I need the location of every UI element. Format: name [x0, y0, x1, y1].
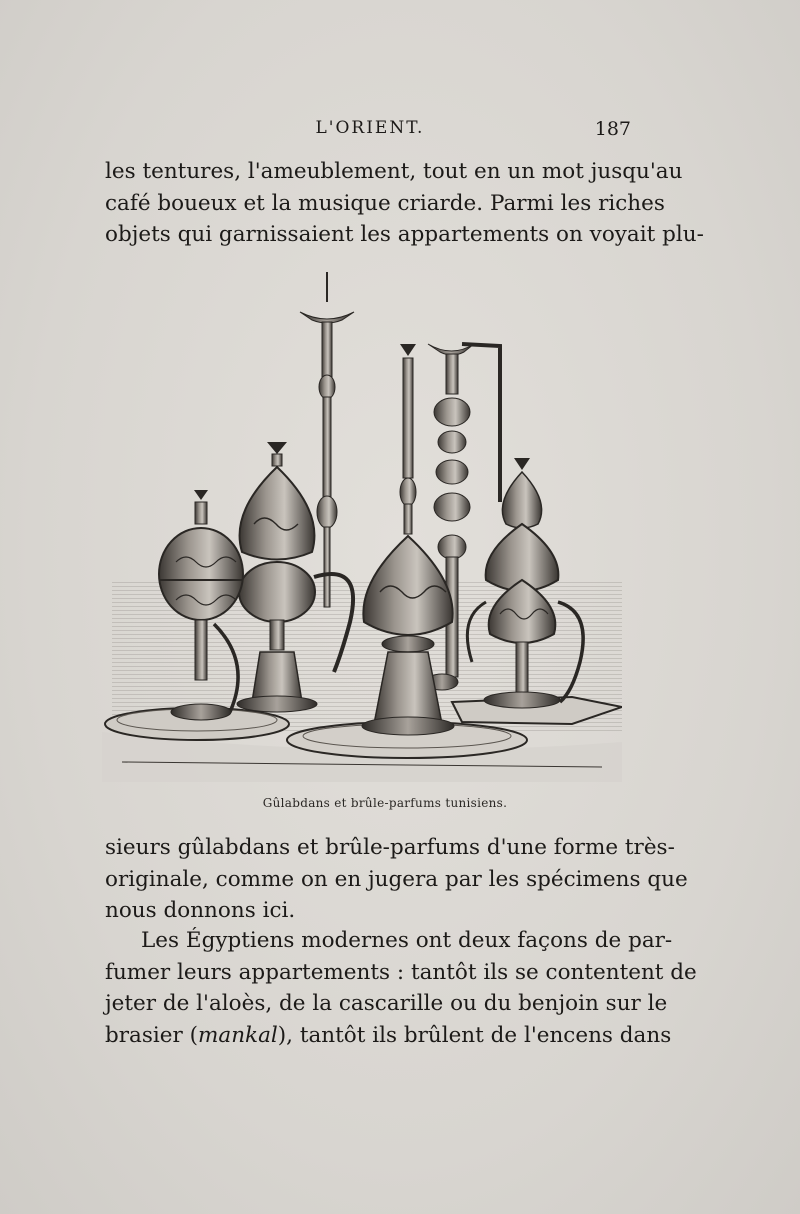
page-number: 187 — [594, 118, 631, 140]
figure-caption: Gûlabdans et brûle-parfums tunisiens. — [262, 796, 508, 810]
page-header — [105, 114, 635, 144]
text-line: sieurs gûlabdans et brûle-parfums d'une forme très- — [105, 835, 675, 860]
paragraph-top — [105, 156, 704, 251]
text-line: les tentures, l'ameublement, tout en un mot jusqu'au — [105, 159, 683, 184]
text-line: Les Égyptiens modernes ont deux façons de par- — [141, 928, 673, 953]
engraving-illustration — [102, 262, 622, 782]
text-fragment: brasier ( — [105, 1022, 198, 1048]
tall-lamp — [300, 272, 354, 607]
paragraph-continuation — [105, 832, 688, 927]
running-head: L'ORIENT. — [315, 118, 425, 138]
paragraph-egyptiens — [105, 925, 697, 1051]
italic-term: mankal — [198, 1022, 278, 1048]
text-line: originale, comme on en jugera par les spécimens que — [105, 866, 688, 892]
text-line: objets qui garnissaient les appartements on voyait plu- — [105, 222, 704, 247]
text-line-with-italic — [105, 1020, 672, 1052]
text-line: fumer leurs appartements : tantôt ils se contentent de — [105, 959, 697, 985]
text-line: café boueux et la musique criarde. Parmi les riches — [105, 190, 665, 216]
text-line: nous donnons ici. — [105, 898, 296, 923]
text-line: jeter de l'aloès, de la cascarille ou du benjoin sur le — [105, 991, 668, 1016]
text-fragment: ), tantôt ils brûlent de l'encens dans — [277, 1022, 672, 1048]
